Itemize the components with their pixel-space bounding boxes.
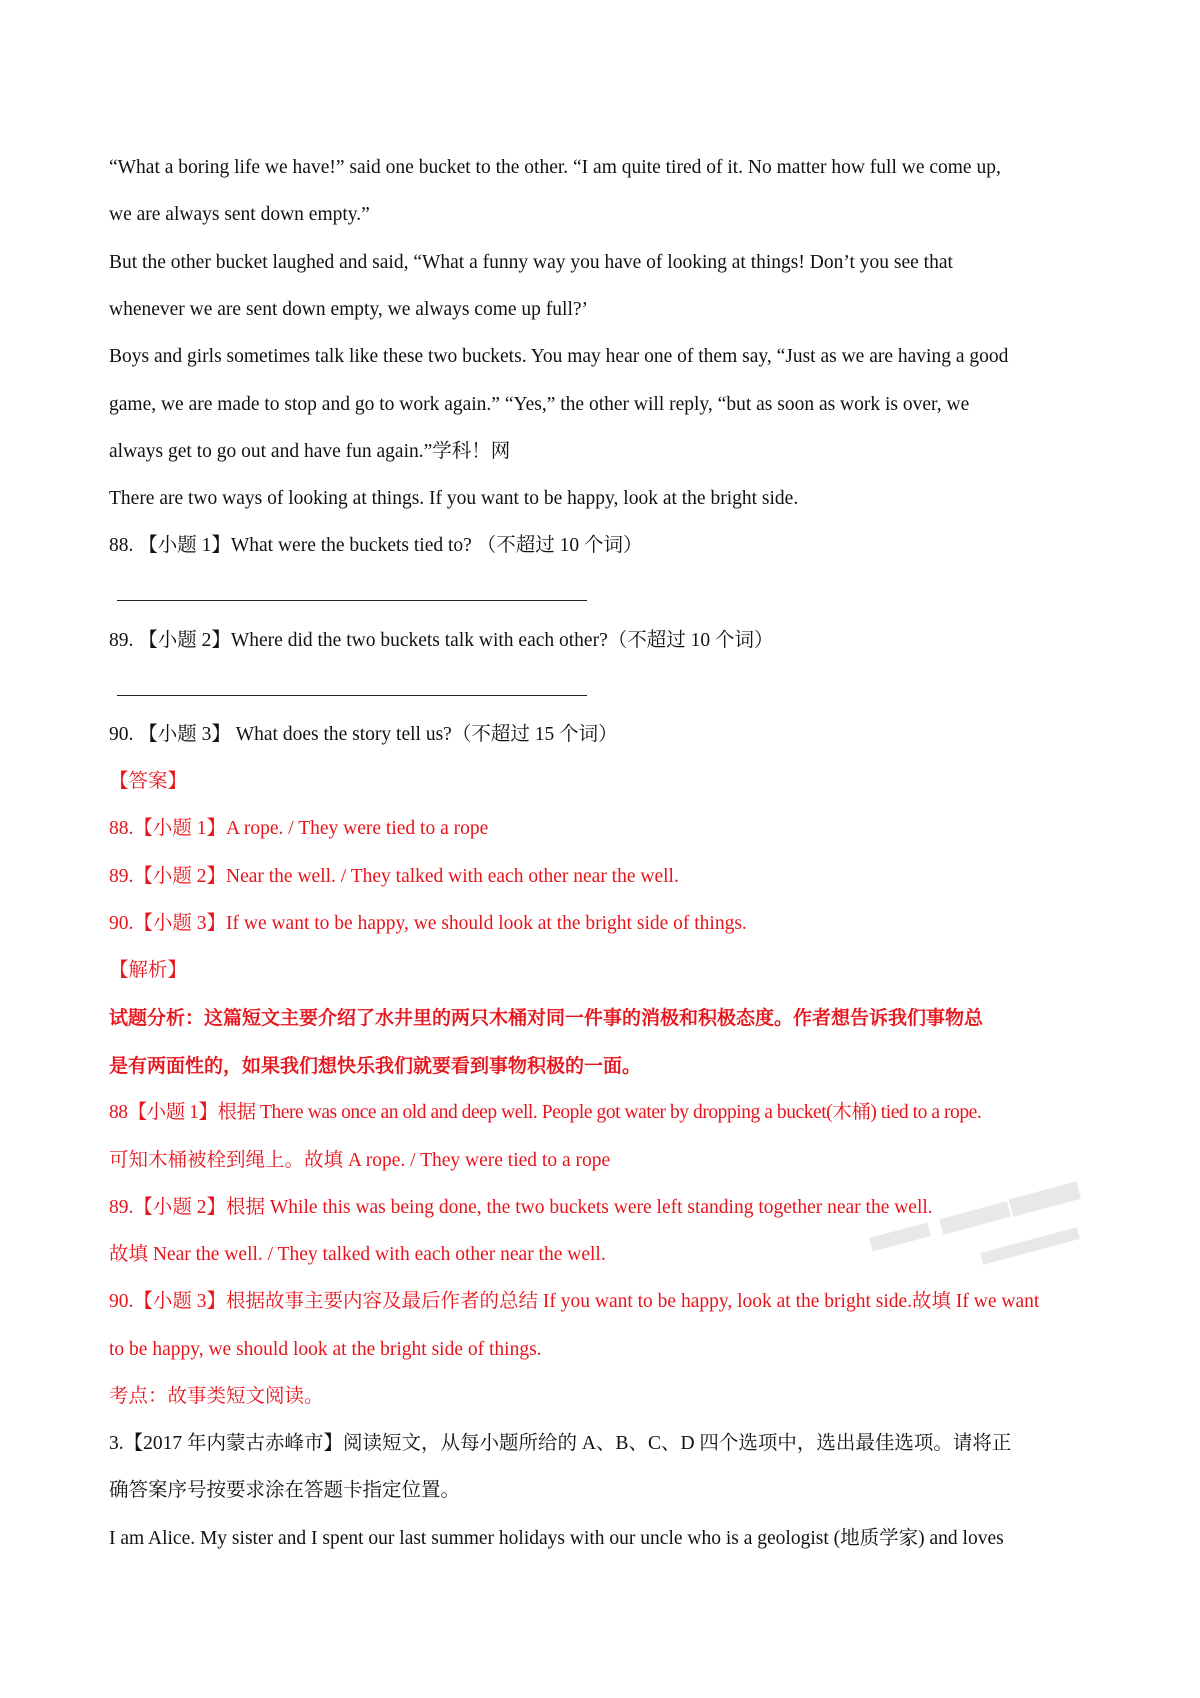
passage-line: Boys and girls sometimes talk like these two buckets. You may hear one of them say, “Just as we are having a good [109,346,1009,367]
question-88: 88. 【小题 1】What were the buckets tied to? （不超过 10 个词） [109,535,643,556]
answer-item-89: 89.【小题 2】Near the well. / They talked with each other near the well. [109,866,679,887]
answer-item-88: 88.【小题 1】A rope. / They were tied to a rope [109,818,489,839]
analysis-q89-line: 故填 Near the well. / They talked with each other near the well. [109,1244,606,1265]
analysis-summary-line: 是有两面性的，如果我们想快乐我们就要看到事物积极的一面。 [109,1055,642,1077]
passage-line: always get to go out and have fun again.”学科！网 [109,441,511,462]
analysis-q88-line: 88【小题 1】根据 There was once an old and deep well. People got water by dropping a bucket(木桶) tied to a rope. [109,1102,982,1123]
passage-line: But the other bucket laughed and said, “What a funny way you have of looking at things! Don’t you see that [109,252,953,273]
answer-blank-89[interactable] [117,695,587,696]
passage-line: “What a boring life we have!” said one bucket to the other. “I am quite tired of it. No matter how full we come up, [109,157,1001,178]
passage-line: we are always sent down empty.” [109,204,370,225]
answer-heading: 【答案】 [109,771,188,792]
analysis-kaodian: 考点：故事类短文阅读。 [109,1386,324,1407]
question-90: 90. 【小题 3】 What does the story tell us?（不超过 15 个词） [109,724,618,745]
passage-line: whenever we are sent down empty, we always come up full?’ [109,299,589,320]
next-section-line: I am Alice. My sister and I spent our last summer holidays with our uncle who is a geologist (地质学家) and loves [109,1528,1004,1549]
passage-line: There are two ways of looking at things. If you want to be happy, look at the bright side. [109,488,799,509]
analysis-q89-line: 89.【小题 2】根据 While this was being done, the two buckets were left standing together near the well. [109,1197,933,1218]
analysis-summary-line: 试题分析：这篇短文主要介绍了水井里的两只木桶对同一件事的消极和积极态度。作者想告诉我们事物总 [109,1007,984,1029]
watermark-graphic [860,1170,1100,1280]
answer-blank-88[interactable] [117,600,587,601]
analysis-heading: 【解析】 [109,960,188,981]
next-section-line: 3.【2017 年内蒙古赤峰市】阅读短文，从每小题所给的 A、B、C、D 四个选项中，选出最佳选项。请将正 [109,1433,1012,1454]
next-section-line: 确答案序号按要求涂在答题卡指定位置。 [109,1480,461,1501]
analysis-q90-line: 90.【小题 3】根据故事主要内容及最后作者的总结 If you want to be happy, look at the bright side.故填 If we want [109,1291,1040,1312]
analysis-q88-line: 可知木桶被栓到绳上。故填 A rope. / They were tied to a rope [109,1150,611,1171]
question-89: 89. 【小题 2】Where did the two buckets talk with each other?（不超过 10 个词） [109,630,774,651]
analysis-q90-line: to be happy, we should look at the bright side of things. [109,1339,542,1360]
passage-line: game, we are made to stop and go to work again.” “Yes,” the other will reply, “but as soon as work is over, we [109,394,970,415]
answer-item-90: 90.【小题 3】If we want to be happy, we should look at the bright side of things. [109,913,747,934]
